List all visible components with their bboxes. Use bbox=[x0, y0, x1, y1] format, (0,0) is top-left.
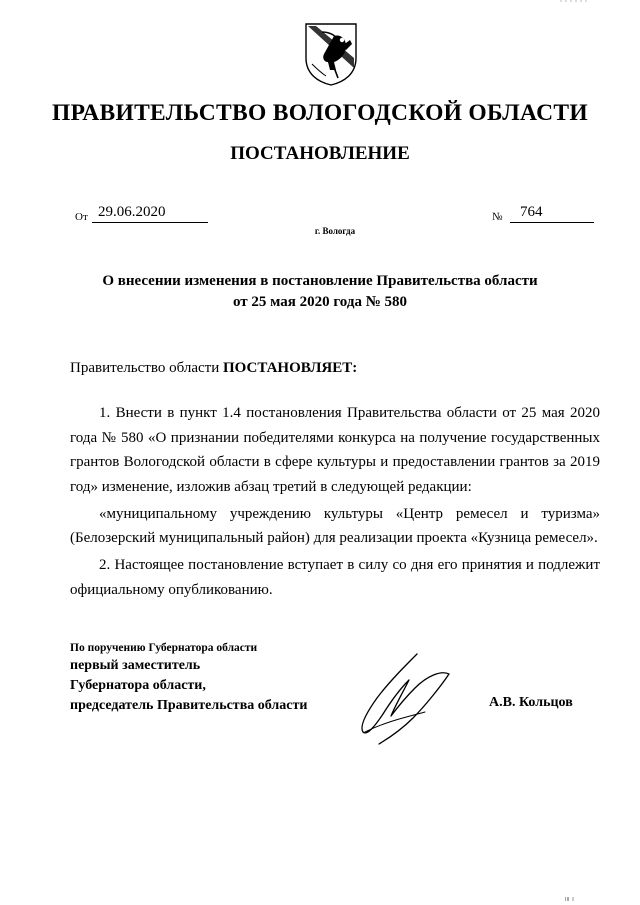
preamble bbox=[70, 360, 357, 377]
scan-artifact bbox=[560, 0, 590, 3]
signer-line-3: Губернатора области, bbox=[70, 678, 206, 693]
date-prefix: От bbox=[75, 211, 88, 223]
subject-line-1: О внесении изменения в постановление Правительства области bbox=[102, 273, 538, 289]
signer-position bbox=[70, 640, 307, 716]
preamble-emphasis: ПОСТАНОВЛЯЕТ: bbox=[222, 360, 358, 376]
signer-line-1: По поручению Губернатора области bbox=[70, 642, 258, 654]
paragraph-3: 2. Настоящее постановление вступает в силу со дня его принятия и подлежит официальному опубликованию. bbox=[70, 557, 600, 598]
document-date: 29.06.2020 bbox=[92, 203, 208, 223]
organization-title: ПРАВИТЕЛЬСТВО ВОЛОГОДСКОЙ ОБЛАСТИ bbox=[52, 100, 588, 126]
scan-artifact-footer bbox=[565, 896, 579, 902]
paragraph-2: «муниципальному учреждению культуры «Центр ремесел и туризма» (Белозерский муниципальный район) для реализации проекта «Кузница ремесел». bbox=[70, 505, 600, 546]
number-prefix: № bbox=[492, 211, 503, 223]
document-number: 764 bbox=[510, 203, 594, 223]
document-body bbox=[70, 401, 600, 605]
signer-line-4: председатель Правительства области bbox=[70, 698, 308, 713]
document-subject bbox=[60, 271, 580, 313]
city-label: г. Вологда bbox=[314, 226, 356, 236]
paragraph-1: 1. Внести в пункт 1.4 постановления Правительства области от 25 мая 2020 года № 580 «О признании победителями конкурса на получение государственных грантов Вологодской области в сфере культуры и предоставлении грантов за 2019 год» изменение, изложив абзац третий в следующей редакции: bbox=[70, 405, 600, 495]
document-type: ПОСТАНОВЛЕНИЕ bbox=[230, 143, 410, 164]
handwritten-signature bbox=[345, 652, 475, 752]
signer-line-2: первый заместитель bbox=[70, 658, 201, 673]
signer-name: А.В. Кольцов bbox=[489, 695, 573, 710]
subject-line-2: от 25 мая 2020 года № 580 bbox=[232, 294, 408, 310]
preamble-text: Правительство области bbox=[70, 360, 223, 376]
coat-of-arms-icon bbox=[302, 22, 360, 86]
